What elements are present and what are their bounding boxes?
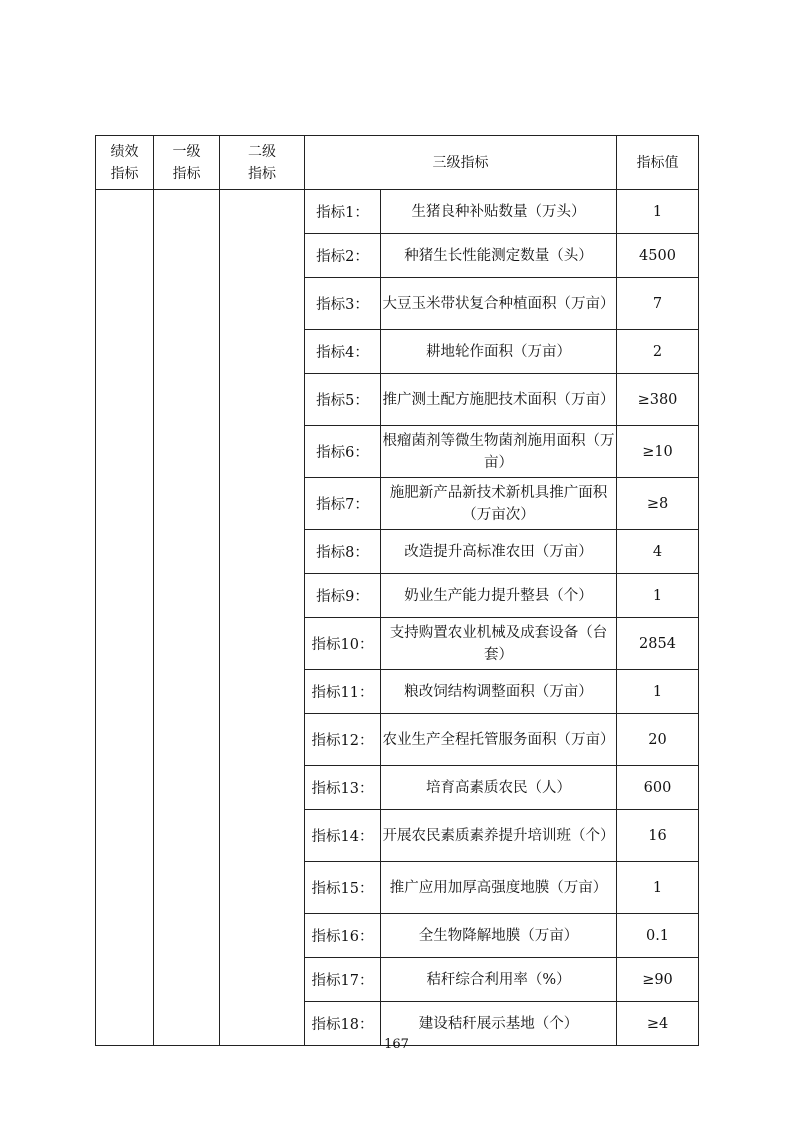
indicator-value: 2854	[617, 618, 699, 670]
indicator-label: 指标9：	[305, 574, 381, 618]
performance-indicator-table	[95, 135, 699, 1046]
indicator-description: 支持购置农业机械及成套设备（台套）	[381, 618, 617, 670]
indicator-value: 1	[617, 190, 699, 234]
indicator-description: 大豆玉米带状复合种植面积（万亩）	[381, 278, 617, 330]
indicator-value: 7	[617, 278, 699, 330]
indicator-value: 600	[617, 766, 699, 810]
header-level1-indicator	[154, 136, 220, 190]
indicator-label: 指标15：	[305, 862, 381, 914]
header-level3-indicator	[305, 136, 617, 190]
indicator-label: 指标11：	[305, 670, 381, 714]
indicator-description: 奶业生产能力提升整县（个）	[381, 574, 617, 618]
indicator-description: 开展农民素质素养提升培训班（个）	[381, 810, 617, 862]
indicator-value: 4500	[617, 234, 699, 278]
indicator-label: 指标18：	[305, 1002, 381, 1046]
indicator-value: ≥90	[617, 958, 699, 1002]
indicator-label: 指标7：	[305, 478, 381, 530]
indicator-value: 4	[617, 530, 699, 574]
indicator-description: 推广测土配方施肥技术面积（万亩）	[381, 374, 617, 426]
indicator-description: 推广应用加厚高强度地膜（万亩）	[381, 862, 617, 914]
indicator-description: 种猪生长性能测定数量（头）	[381, 234, 617, 278]
indicator-value: ≥380	[617, 374, 699, 426]
indicator-label: 指标8：	[305, 530, 381, 574]
header-level2-indicator	[220, 136, 305, 190]
table-row	[96, 190, 699, 234]
header-indicator-value	[617, 136, 699, 190]
header-performance-indicator-text: 绩效 指标	[110, 143, 139, 182]
indicator-label: 指标4：	[305, 330, 381, 374]
indicator-description: 秸秆综合利用率（%）	[381, 958, 617, 1002]
level2-indicator-cell	[220, 190, 305, 1046]
indicator-label: 指标17：	[305, 958, 381, 1002]
indicator-description: 生猪良种补贴数量（万头）	[381, 190, 617, 234]
indicator-description: 建设秸秆展示基地（个）	[381, 1002, 617, 1046]
header-indicator-value-text: 指标值	[636, 154, 679, 171]
indicator-label: 指标13：	[305, 766, 381, 810]
indicator-label: 指标14：	[305, 810, 381, 862]
page-number: 167	[384, 1037, 409, 1052]
indicator-value: 16	[617, 810, 699, 862]
level1-indicator-cell	[154, 190, 220, 1046]
header-level2-indicator-text: 二级 指标	[248, 143, 276, 182]
indicator-description: 改造提升高标准农田（万亩）	[381, 530, 617, 574]
indicator-description: 全生物降解地膜（万亩）	[381, 914, 617, 958]
indicator-value: 1	[617, 670, 699, 714]
indicator-label: 指标3：	[305, 278, 381, 330]
indicator-description: 农业生产全程托管服务面积（万亩）	[381, 714, 617, 766]
indicator-value: ≥8	[617, 478, 699, 530]
indicator-description: 培育高素质农民（人）	[381, 766, 617, 810]
indicator-label: 指标6：	[305, 426, 381, 478]
indicator-label: 指标2：	[305, 234, 381, 278]
header-performance-indicator	[96, 136, 154, 190]
indicator-value: 1	[617, 574, 699, 618]
indicator-value: ≥10	[617, 426, 699, 478]
indicator-description: 施肥新产品新技术新机具推广面积（万亩次）	[381, 478, 617, 530]
indicator-description: 粮改饲结构调整面积（万亩）	[381, 670, 617, 714]
header-row	[96, 136, 699, 190]
indicator-value: 0.1	[617, 914, 699, 958]
indicator-value: 2	[617, 330, 699, 374]
performance-indicator-cell	[96, 190, 154, 1046]
header-level3-indicator-text: 三级指标	[432, 154, 489, 171]
header-level1-indicator-text: 一级 指标	[172, 143, 201, 182]
indicator-description: 耕地轮作面积（万亩）	[381, 330, 617, 374]
indicator-value: 20	[617, 714, 699, 766]
indicator-description: 根瘤菌剂等微生物菌剂施用面积（万亩）	[381, 426, 617, 478]
indicator-label: 指标5：	[305, 374, 381, 426]
indicator-value: 1	[617, 862, 699, 914]
indicator-label: 指标10：	[305, 618, 381, 670]
indicator-label: 指标12：	[305, 714, 381, 766]
indicator-label: 指标16：	[305, 914, 381, 958]
indicator-label: 指标1：	[305, 190, 381, 234]
indicator-value: ≥4	[617, 1002, 699, 1046]
